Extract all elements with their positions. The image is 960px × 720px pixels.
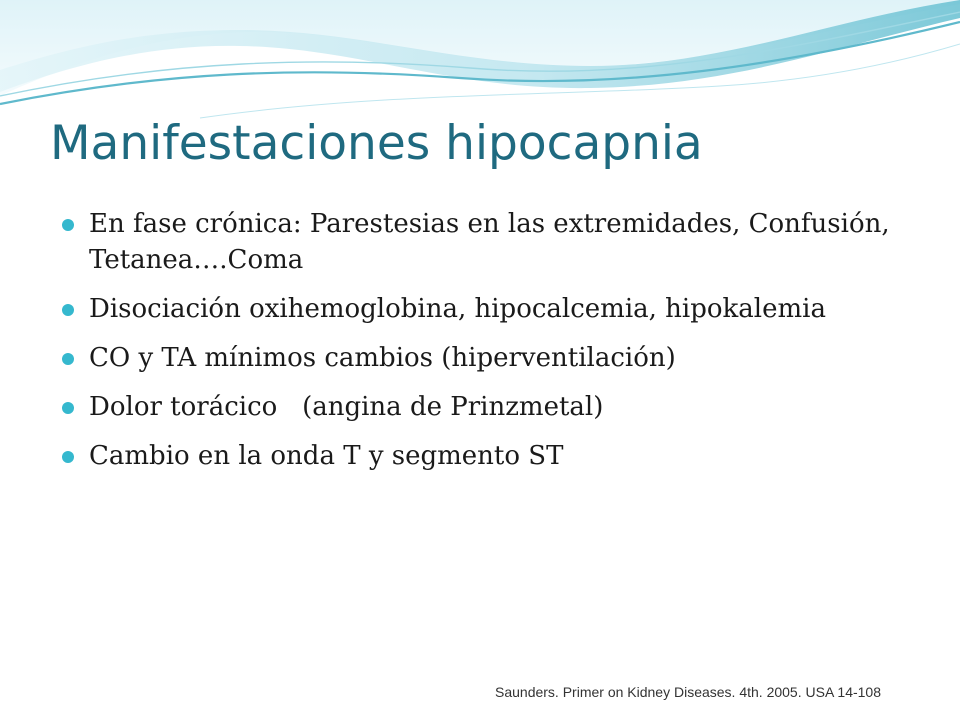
- bullet-dot-icon: [62, 219, 74, 231]
- bullet-item-dissociation: [62, 291, 922, 327]
- bullet-text: Disociación oxihemoglobina, hipocalcemia, hipokalemia: [89, 294, 826, 324]
- wave-decoration: [0, 0, 960, 120]
- bullet-item-co-ta: [62, 340, 922, 376]
- bullet-item-chronic-phase: [62, 206, 922, 278]
- bullet-list: [62, 206, 922, 487]
- bullet-dot-icon: [62, 304, 74, 316]
- bullet-dot-icon: [62, 353, 74, 365]
- bullet-text: Dolor torácico (angina de Prinzmetal): [89, 392, 604, 422]
- bullet-text: Cambio en la onda T y segmento ST: [89, 441, 564, 471]
- bullet-item-t-wave: [62, 438, 922, 474]
- bullet-dot-icon: [62, 451, 74, 463]
- citation: Saunders. Primer on Kidney Diseases. 4th. 2005. USA 14-108: [495, 684, 881, 700]
- bullet-text: En fase crónica: Parestesias en las extremidades, Confusión, Tetanea….Coma: [89, 209, 890, 275]
- bullet-dot-icon: [62, 402, 74, 414]
- slide-title: Manifestaciones hipocapnia: [50, 116, 703, 171]
- bullet-text: CO y TA mínimos cambios (hiperventilación): [89, 343, 676, 373]
- bullet-item-chest-pain: [62, 389, 922, 425]
